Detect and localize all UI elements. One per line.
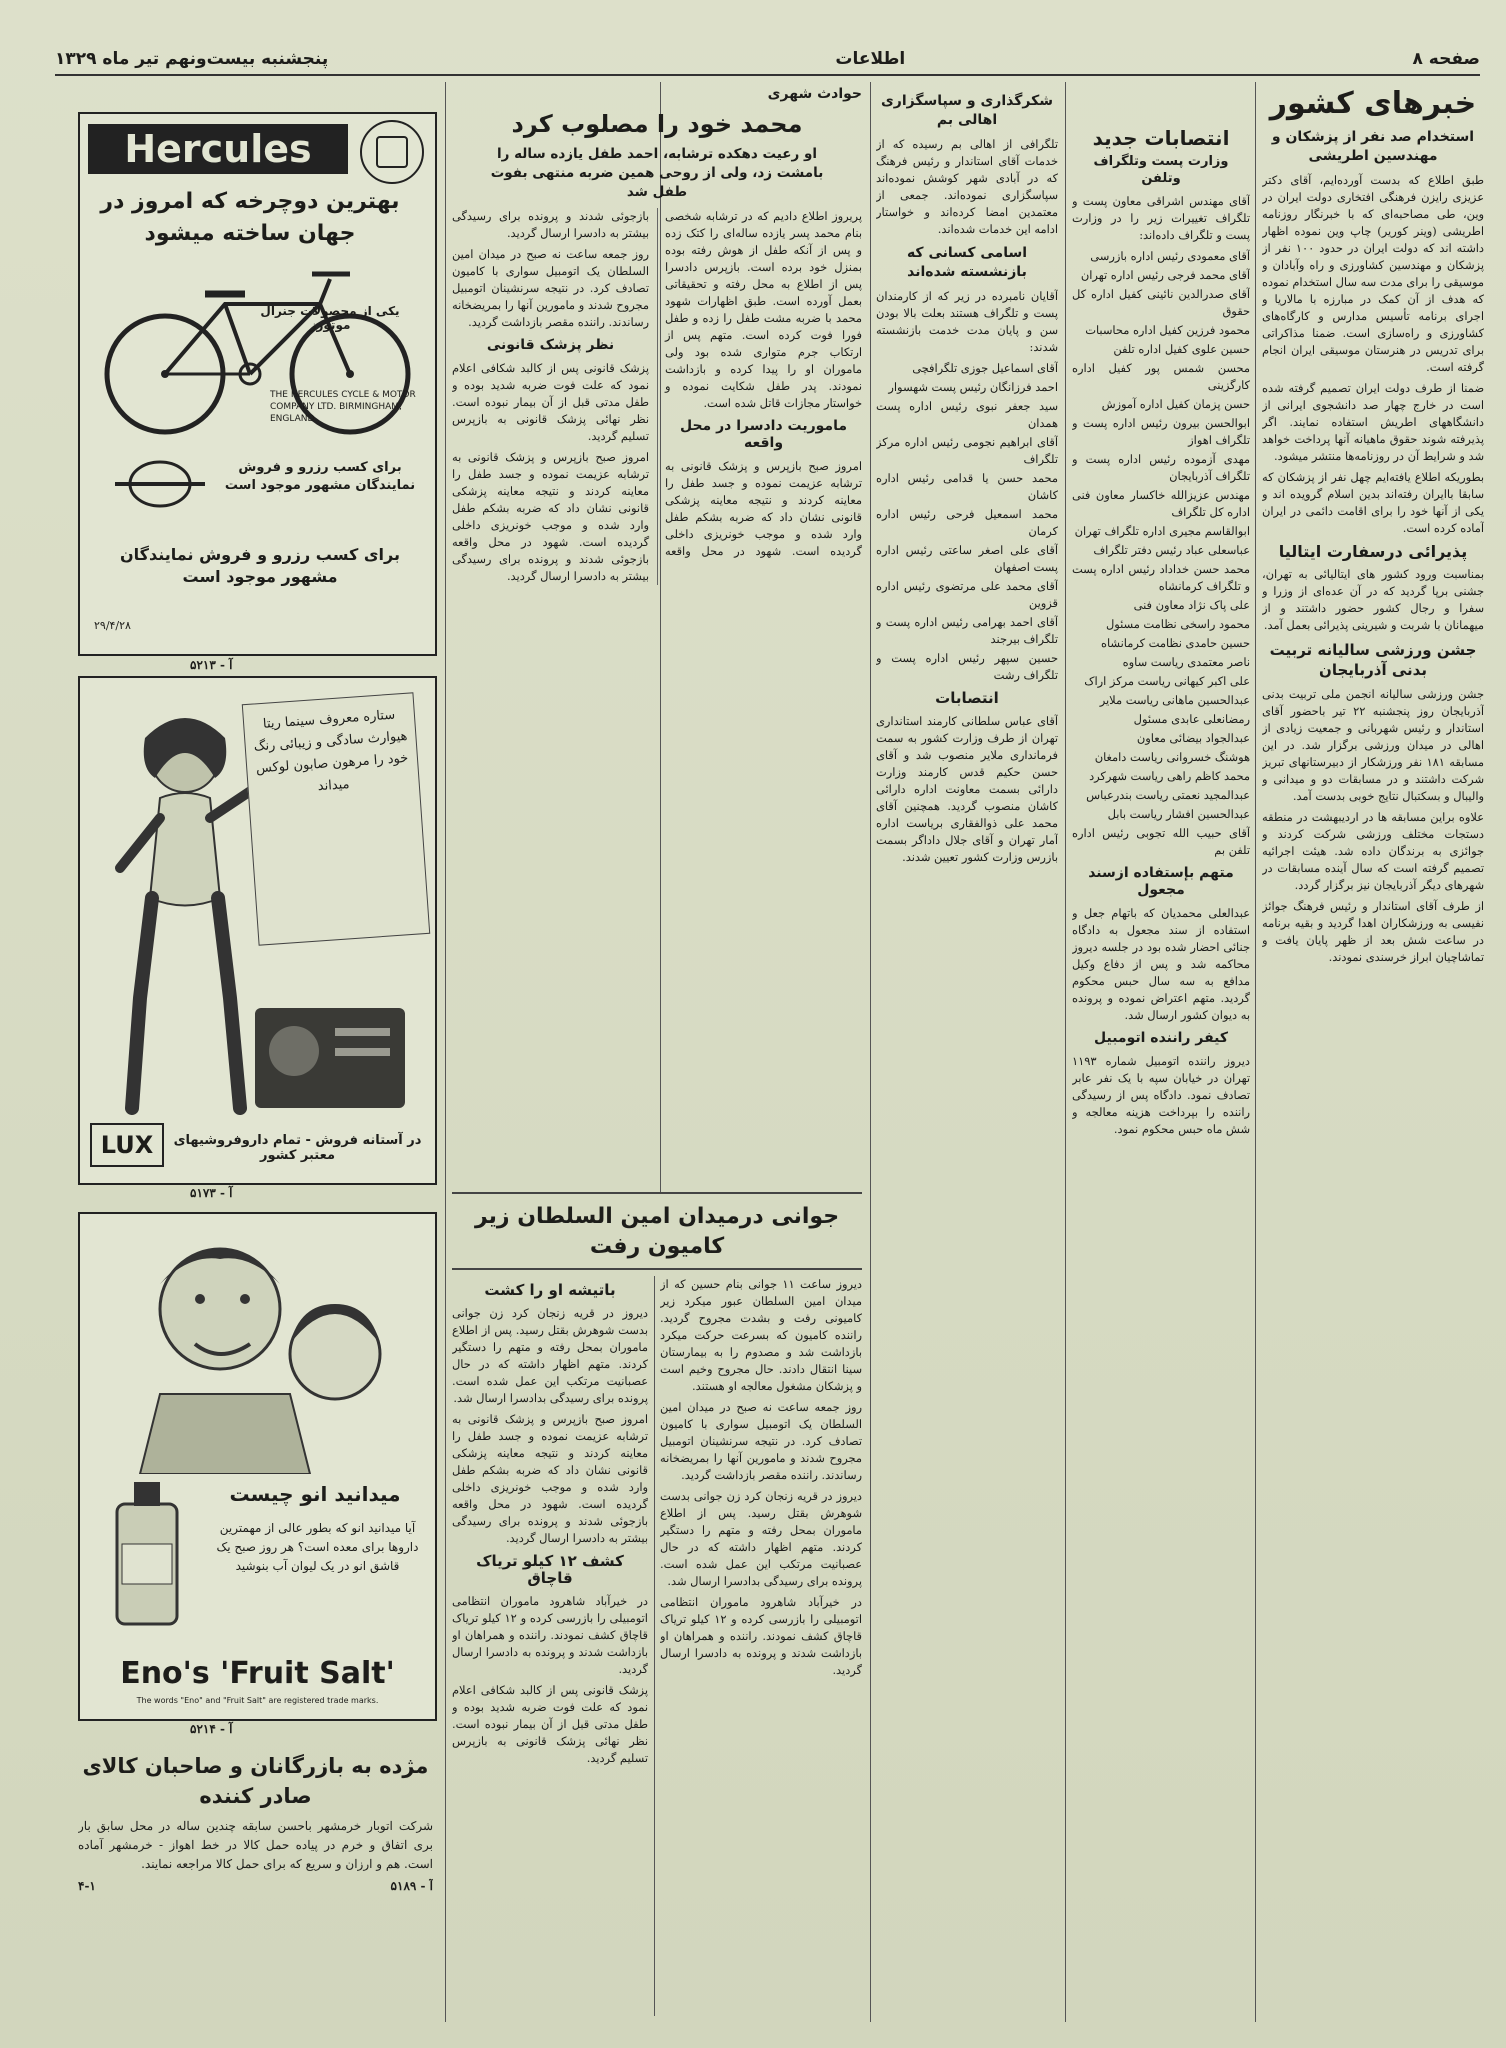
- enos-brand: Eno's 'Fruit Salt': [120, 1656, 395, 1691]
- appointment-item: محمد کاظم راهی ریاست شهرکرد: [1089, 769, 1250, 783]
- enos-trademark: The words "Eno" and "Fruit Salt" are registered trade marks.: [136, 1696, 379, 1705]
- appointment-item: عبدالمجید نعمتی ریاست بندرعباس: [1086, 788, 1250, 802]
- hercules-dealer-2: برای کسب رزرو و فروش نمایندگان مشهور موجود است: [120, 545, 400, 586]
- retiree-item: آقای محمد علی مرتضوی رئیس اداره قزوین: [876, 579, 1058, 610]
- ad-code: آ - ۵۲۱۴: [190, 1722, 233, 1736]
- enos-text: آیا میدانید انو که بطور عالی از مهمترین داروها برای معده است؟ هر روز صبح یک قاشق انو در یک لیوان آب بنوشید: [216, 1521, 419, 1573]
- merchants-notice: [78, 1745, 433, 2035]
- article-subheadline: او رعیت دهکده ترشابه، احمد طفل یازده ساله را بامشت زد، ولی از روحی همین ضربه منتهی بفوت طفل شد: [490, 146, 824, 200]
- retiree-item: آقای ابراهیم نجومی رئیس اداره مرکز تلگراف: [876, 435, 1058, 466]
- appointment-item: ابوالقاسم مجیری اداره تلگراف تهران: [1074, 524, 1250, 538]
- appointment-item: عبدالجواد بیضائی معاون: [1136, 731, 1250, 745]
- page-number: صفحه ۸: [1412, 49, 1480, 69]
- article-title: جشن ورزشی سالیانه تربیت بدنی آذربایجان: [1269, 641, 1477, 679]
- article-body: علاوه براین مسابقه ها در اردیبهشت در منطقه دستجات مختلف ورزشی شرکت کردند و جوائزی به برندگان داده شد. هیئت اجرائیه تصمیم گرفته است که سال آینده مسابقات در شهرهای دیگر آذربایجان نیز برگزار گردد.: [1262, 810, 1484, 892]
- article-title: کیفر راننده اتومبیل: [1094, 1030, 1228, 1046]
- appointment-item: آقای صدرالدین نائینی کفیل اداره کل حقوق: [1072, 287, 1250, 318]
- article-body: آقای عباس سلطانی کارمند استانداری تهران از طرف وزارت کشور به سمت فرمانداری ملایر منصوب شد و آقای حسن حکیم قدس کارمند وزارت دارائی بسمت معاونت اداره دارائی کاشان منصوب گردید. همچنین آقای محمد علی ذوالفقاری بریاست اداره آمار تهران و آقای جلال داداگر بسمت بازرس وزارت کشور تعیین شدند.: [876, 714, 1058, 864]
- article-title: انتصابات: [935, 689, 999, 707]
- article-body: طبق اطلاع که بدست آورده‌ایم، آقای دکتر عزیزی رایزن فرهنگی افتخاری دولت ایران در وین، طی مصاحبه‌ای که با خبرنگار روزنامه اطریشی (وینر کوریر) چاپ وین نموده اظهار داشته اند که دولت ایران در حدود ۱۰۰ نفر از پزشکان و مهندسین کشاورزی و راه وآبادان و موسیقی را برای مدت سه سال استخدام نموده که هدف از آن کمک در مبارزه با مالاریا و اجرای برنامه تأسیس مدارس و کارگاه‌های کشاورزی و راه‌سازی است. ضمنا مذاکراتی برای تدریس در هنرستان موسیقی ایران انجام گرفته است.: [1262, 173, 1484, 374]
- article-title: شکرگذاری و سپاسگزاری اهالی بم: [880, 93, 1054, 128]
- hercules-emblem-icon: [360, 120, 424, 184]
- article-body: روز جمعه ساعت نه صبح در میدان امین السلطان یک اتومبیل سواری با کامیون تصادف کرد. در نتیجه سرنشینان اتومبیل مجروح شدند و مامورین آنها را بمریضخانه رساندند. راننده مقصر بازداشت گردید.: [660, 1400, 862, 1482]
- retiree-item: محمد حسن یا قدامی رئیس اداره کاشان: [876, 471, 1058, 502]
- hercules-persian-maker: یکی از محصولات جنرال موتورز: [260, 304, 400, 332]
- article-title: استخدام صد نفر از پزشکان و مهندسین اطریشی: [1271, 129, 1475, 164]
- column-divider: [1065, 82, 1066, 2022]
- incidents-block: [452, 86, 862, 1186]
- article-body: پزشک قانونی پس از کالبد شکافی اعلام نمود که علت فوت ضربه شدید بوده و طفل مدتی قبل از آن بیمار نبوده است. نظر نهائی پزشک قانونی به بازپرس تسلیم گردید.: [452, 361, 649, 443]
- section-title: خبرهای کشور: [1269, 86, 1477, 121]
- lux-ad: [78, 676, 437, 1185]
- article-title: باتیشه او را کشت: [484, 1281, 616, 1299]
- lux-dealer: در آستانه فروش - تمام داروفروشیهای معتبر کشور: [173, 1133, 422, 1163]
- appointment-item: علی پاک نژاد معاون فنی: [1133, 598, 1250, 612]
- page-header: [55, 44, 1480, 76]
- crime-column: [452, 1276, 648, 2016]
- newspaper-name: اطلاعات: [835, 49, 906, 69]
- column-divider: [870, 82, 871, 2022]
- article-title: نظر پزشک قانونی: [486, 337, 615, 353]
- notice-code-2: ۴-۱: [78, 1879, 96, 1893]
- article-body: پریروز اطلاع دادیم که در ترشابه شخصی بنام محمد پسر یازده ساله‌ای را کتک زده و پس از آنکه طفل از هوش رفته بوده بمنزل خود برده است. بازپرس دادسرا پس از اطلاع به محل رفته و تحقیقاتی بعمل آورده است. طبق اظهارات شهود محمد با ضربه مشت طفل را زده و طفل فورا فوت کرده است. متهم پس از ارتکاب جرم متواری شده بود ولی ماموران او را پیدا کرده و بازداشت نمودند. پدر طفل شکایت نموده و خواستار مجازات قاتل شده است.: [665, 209, 862, 410]
- retiree-item: آقای اسماعیل جوزی تلگرافچی: [912, 361, 1058, 375]
- appointment-item: عبدالحسین ماهانی ریاست ملایر: [1099, 693, 1250, 707]
- appointment-item: رمضانعلی عابدی مسئول: [1133, 712, 1250, 726]
- article-body: ضمنا از طرف دولت ایران تصمیم گرفته شده است در خارج چهار صد دانشجوی ایرانی از دانشگاههای اطریش استفاده نمایند. اگر پذیرفته شوند حقوق ماهیانه آنها پرداخت خواهد شد و شرایط آن در روزنامه‌ها منتشر میشود.: [1262, 381, 1484, 463]
- appointment-item: ناصر معتمدی ریاست ساوه: [1122, 655, 1250, 669]
- appointment-item: محمود فرزین کفیل اداره محاسبات: [1085, 323, 1250, 337]
- article-body: آقایان نامبرده در زیر که از کارمندان پست و تلگراف هستند بعلت بالا بودن سن و پایان مدت خدمت بازنشسته شدند:: [876, 289, 1058, 354]
- retiree-item: حسین سپهر رئیس اداره پست و تلگراف رشت: [876, 651, 1058, 682]
- article-body: از طرف آقای استاندار و رئیس فرهنگ جوائز نفیسی به ورزشکاران اهدا گردید و بقیه برنامه در ساعت شش بعد از ظهر پایان یافت و تماشاچیان ابراز خرسندی نمودند.: [1262, 899, 1484, 964]
- appointment-item: علی اکبر کیهانی ریاست مرکز اراک: [1084, 674, 1250, 688]
- notice-body: شرکت اتوبار خرمشهر باحسن سابقه چندین ساله در محل سابق بار بری اتفاق و خرم در پیاده حمل کالا در خط اهواز - خرمشهر آماده است. هم و ارزان و سریع که برای حمل کالا مراجعه نمایند.: [78, 1819, 433, 1871]
- notice-code: آ - ۵۱۸۹: [390, 1879, 433, 1893]
- hercules-slogan: بهترین دوچرخه که امروز در جهان ساخته میشود: [100, 189, 400, 246]
- couple-illustration-icon: [100, 1224, 420, 1474]
- appointment-item: محسن شمس پور کفیل اداره کارگزینی: [1072, 361, 1250, 392]
- radio-icon: [255, 1008, 405, 1108]
- article-body: جشن ورزشی سالیانه انجمن ملی تربیت بدنی آذربایجان روز پنجشنبه ۲۲ تیر باحضور آقای استاندار و رئیس شهربانی و جمعیت زیادی از اهالی در میدان ورزشی برگزار شد. در این مسابقه ۱۸۱ نفر ورزشکار از دبیرستانهای تبریز شرکت داشتند و در مسابقات دو و میدانی و والیبال و بسکتبال نتایج خوبی بدست آمد.: [1262, 687, 1484, 803]
- notice-title: مژده به بازرگانان و صاحبان کالای صادر کننده: [82, 1754, 429, 1808]
- column-divider: [1255, 82, 1256, 2022]
- enos-headline: میدانید انو چیست: [229, 1482, 401, 1506]
- appointment-item: محمد حسن خداداد رئیس اداره پست و تلگراف کرمانشاه: [1072, 562, 1250, 593]
- retiree-item: آقای احمد بهرامی رئیس اداره پست و تلگراف بیرجند: [876, 615, 1058, 646]
- article-subtitle: وزارت پست وتلگراف وتلفن: [1093, 154, 1229, 186]
- appointment-item: حسین علوی کفیل اداره تلفن: [1113, 342, 1250, 356]
- bottle-icon: [92, 1474, 202, 1634]
- hercules-maker: THE HERCULES CYCLE & MOTOR COMPANY LTD. BIRMINGHAM, ENGLAND: [270, 390, 416, 424]
- retiree-item: احمد فرزانگان رئیس پست شهسوار: [888, 380, 1058, 394]
- article-title: اسامی کسانی که بازنشسته شده‌اند: [906, 245, 1028, 280]
- incidents-columns: [452, 208, 862, 585]
- article-body: آقای مهندس اشراقی معاون پست و تلگراف تغییرات زیر را در وزارت پست و تلگراف داده‌اند:: [1072, 194, 1250, 242]
- article-body: بمناسبت ورود کشور های ایتالیائی به تهران، جشنی برپا گردید که در آن عده‌ای از وزرا و سفرا و رجال کشور حضور داشتند و از میهمانان با شربت و شیرینی پذیرائی بعمل آمد.: [1262, 567, 1484, 632]
- appointment-item: حسن پزمان کفیل اداره آموزش: [1101, 397, 1250, 411]
- appointment-item: عبدالحسین افشار ریاست بابل: [1107, 807, 1250, 821]
- retiree-item: آقای علی اصغر ساعتی رئیس اداره پست اصفهان: [876, 543, 1058, 574]
- accident-headline-box: [452, 1196, 862, 1266]
- hercules-brand: Hercules: [88, 124, 348, 174]
- appointment-item: آقای محمد فرجی رئیس اداره تهران: [1080, 268, 1250, 282]
- appointments-list: [1072, 248, 1250, 859]
- hercules-dealer: برای کسب رزرو و فروش نمایندگان مشهور موجود است: [224, 460, 416, 493]
- ad-code: آ - ۵۱۷۳: [190, 1186, 233, 1200]
- article-headline: محمد خود را مصلوب کرد: [511, 110, 803, 138]
- article-body: روز جمعه ساعت نه صبح در میدان امین السلطان یک اتومبیل سواری با کامیون تصادف کرد. در نتیجه سرنشینان اتومبیل مجروح شدند و مامورین آنها را بمریضخانه رساندند. راننده مقصر بازداشت گردید.: [452, 247, 649, 329]
- article-body: در خیرآباد شاهرود ماموران انتظامی اتومبیلی را بازرسی کرده و ۱۲ کیلو تریاک قاچاق کشف نمودند. راننده و همراهان او بازداشت شدند و پرونده به دادسرا ارسال گردید.: [452, 1594, 648, 1676]
- article-body: دیروز راننده اتومبیل شماره ۱۱۹۳ تهران در خیابان سپه با یک نفر عابر تصادف نمود. دادگاه پس از رسیدگی راننده را بپرداخت هزینه معالجه و شش ماه حبس محکوم نمود.: [1072, 1054, 1250, 1136]
- article-title: پذیرائی درسفارت ایتالیا: [1278, 542, 1468, 561]
- accident-column: [660, 1276, 862, 2016]
- lux-letter: [242, 692, 430, 945]
- divider: [452, 1192, 862, 1194]
- appointment-item: آقای حبیب الله تجوبی رئیس اداره تلفن بم: [1072, 826, 1250, 857]
- article-title: ماموریت دادسرا در محل واقعه: [679, 418, 848, 451]
- notice-codes: [78, 1878, 433, 1895]
- appointment-item: ابوالحسن بیرون رئیس اداره پست و تلگراف اهواز: [1072, 416, 1250, 447]
- appointment-item: مهدی آزموده رئیس اداره پست و تلگراف آذربایجان: [1072, 452, 1250, 483]
- appointments-column: [1072, 86, 1250, 2016]
- retiree-item: سید جعفر نبوی رئیس اداره پست همدان: [876, 399, 1058, 430]
- appointment-item: عباسعلی عباد رئیس دفتر تلگراف: [1093, 543, 1250, 557]
- retiree-item: محمد اسمعیل فرحی رئیس اداره کرمان: [876, 507, 1058, 538]
- column-divider: [654, 1276, 655, 2016]
- lux-brand: LUX: [90, 1123, 164, 1167]
- article-body: عبدالعلی محمدیان که باتهام جعل و استفاده از سند مجعول به دادگاه جنائی احضار شده بود در جلسه دیروز محاکمه شد و پس از دفاع وکیل مدافع به سه سال حبس محکوم گردید. متهم اعتراض نموده و پرونده به دیوان کشور ارسال شد.: [1072, 906, 1250, 1022]
- country-news-column: [1262, 86, 1484, 2016]
- article-body: پزشک قانونی پس از کالبد شکافی اعلام نمود که علت فوت ضربه شدید بوده و طفل مدتی قبل از آن بیمار نبوده است. نظر نهائی پزشک قانونی به بازپرس تسلیم گردید.: [452, 1683, 648, 1765]
- appointment-item: هوشنگ خسروانی ریاست دامغان: [1094, 750, 1250, 764]
- article-body: امروز صبح بازپرس و پزشک قانونی به ترشابه عزیمت نموده و جسد طفل را معاینه کردند و نتیجه معاینه پزشکی قانونی نشان داد که ضربه بشکم طفل وارد شده و موجب خونریزی داخلی گردیده است. شهود در محل واقعه بازجوئی شدند و پرونده برای رسیدگی بیشتر به دادسرا ارسال گردید.: [452, 450, 649, 583]
- appointment-item: حسین حامدی نظامت کرمانشاه: [1100, 636, 1250, 650]
- ad-code: آ - ۵۲۱۳: [190, 658, 233, 672]
- appointment-item: محمود راسخی نظامت مسئول: [1105, 617, 1250, 631]
- hercules-date: ۲۹/۴/۲۸: [94, 619, 131, 632]
- article-body: دیروز در قریه زنجان کرد زن جوانی بدست شوهرش بقتل رسید. پس از اطلاع ماموران بمحل رفته و متهم را دستگیر کردند. متهم اظهار داشته که در حال عصبانیت مرتکب این عمل شده است. پرونده برای رسیدگی بدادسرا ارسال شد.: [452, 1306, 648, 1405]
- thanks-column: [876, 86, 1058, 2016]
- article-body: دیروز ساعت ۱۱ جوانی بنام حسین که از میدان امین السلطان عبور میکرد زیر کامیونی رفت و بشدت مجروح گردید. راننده کامیون که بسرعت حرکت میکرد بازداشت شد و مصدوم را به بیمارستان سینا انتقال دادند. حال مجروح وخیم است و پزشکان مشغول معالجه او هستند.: [660, 1277, 862, 1393]
- article-body: امروز صبح بازپرس و پزشک قانونی به ترشابه عزیمت نموده و جسد طفل را معاینه کردند و نتیجه معاینه پزشکی قانونی نشان داد که ضربه بشکم طفل وارد شده و موجب خونریزی داخلی گردیده است. شهود در محل واقعه بازجوئی شدند و پرونده برای رسیدگی بیشتر به دادسرا ارسال گردید.: [452, 209, 862, 558]
- divider: [452, 1268, 862, 1270]
- hercules-ad: [78, 112, 437, 656]
- issue-date: پنجشنبه بیست‌و‌نهم تیر ماه ۱۳۲۹: [55, 49, 329, 69]
- hub-icon: [110, 449, 210, 519]
- enos-ad: [78, 1212, 437, 1721]
- lux-text: ستاره معروف سینما ریتا هیوارث سادگی و زیبائی رنگ خود را مرهون صابون لوکس میداند: [253, 707, 409, 795]
- article-headline: جوانی درمیدان امین السلطان زیر کامیون رفت: [474, 1204, 840, 1259]
- article-body: بطوریکه اطلاع یافته‌ایم چهل نفر از پزشکان که سابقا باایران رفته‌اند بدین اسلام گرویده اند و یکی از آنها خود را برای اقامت دائمی در ایران آماده کرده است.: [1262, 470, 1484, 535]
- appointment-item: مهندس عزیزالله خاکسار معاون فنی اداره کل تلگراف: [1072, 488, 1250, 519]
- retirement-list: [876, 360, 1058, 684]
- appointment-item: آقای معمودی رئیس اداره بازرسی: [1090, 249, 1250, 263]
- section-label: حوادث شهری: [767, 86, 862, 102]
- article-title: کشف ۱۲ کیلو تریاک قاچاق: [476, 1552, 624, 1587]
- article-body: در خیرآباد شاهرود ماموران انتظامی اتومبیلی را بازرسی کرده و ۱۲ کیلو تریاک قاچاق کشف نمودند. راننده و همراهان او بازداشت شدند و پرونده به دادسرا ارسال گردید.: [660, 1595, 862, 1677]
- column-divider: [445, 82, 446, 2022]
- article-body: تلگرافی از اهالی بم رسیده که از خدمات آقای استاندار و رئیس فرهنگ که در آبادی شهر کوشش نموده‌اند سپاسگزاری نموده‌اند. جمعی از معتمدین امضا کرده‌اند و خواستار ادامه این خدمات شده‌اند.: [876, 137, 1058, 236]
- article-title: انتصابات جدید: [1092, 126, 1230, 150]
- article-title: متهم بإستفاده ازسند مجعول: [1088, 865, 1234, 898]
- article-body: دیروز در قریه زنجان کرد زن جوانی بدست شوهرش بقتل رسید. پس از اطلاع ماموران بمحل رفته و متهم را دستگیر کردند. متهم اظهار داشته که در حال عصبانیت مرتکب این عمل شده است. پرونده برای رسیدگی بدادسرا ارسال شد.: [660, 1489, 862, 1588]
- article-body: امروز صبح بازپرس و پزشک قانونی به ترشابه عزیمت نموده و جسد طفل را معاینه کردند و نتیجه معاینه پزشکی قانونی نشان داد که ضربه بشکم طفل وارد شده و موجب خونریزی داخلی گردیده است. شهود در محل واقعه بازجوئی شدند و پرونده برای رسیدگی بیشتر به دادسرا ارسال گردید.: [452, 1412, 648, 1545]
